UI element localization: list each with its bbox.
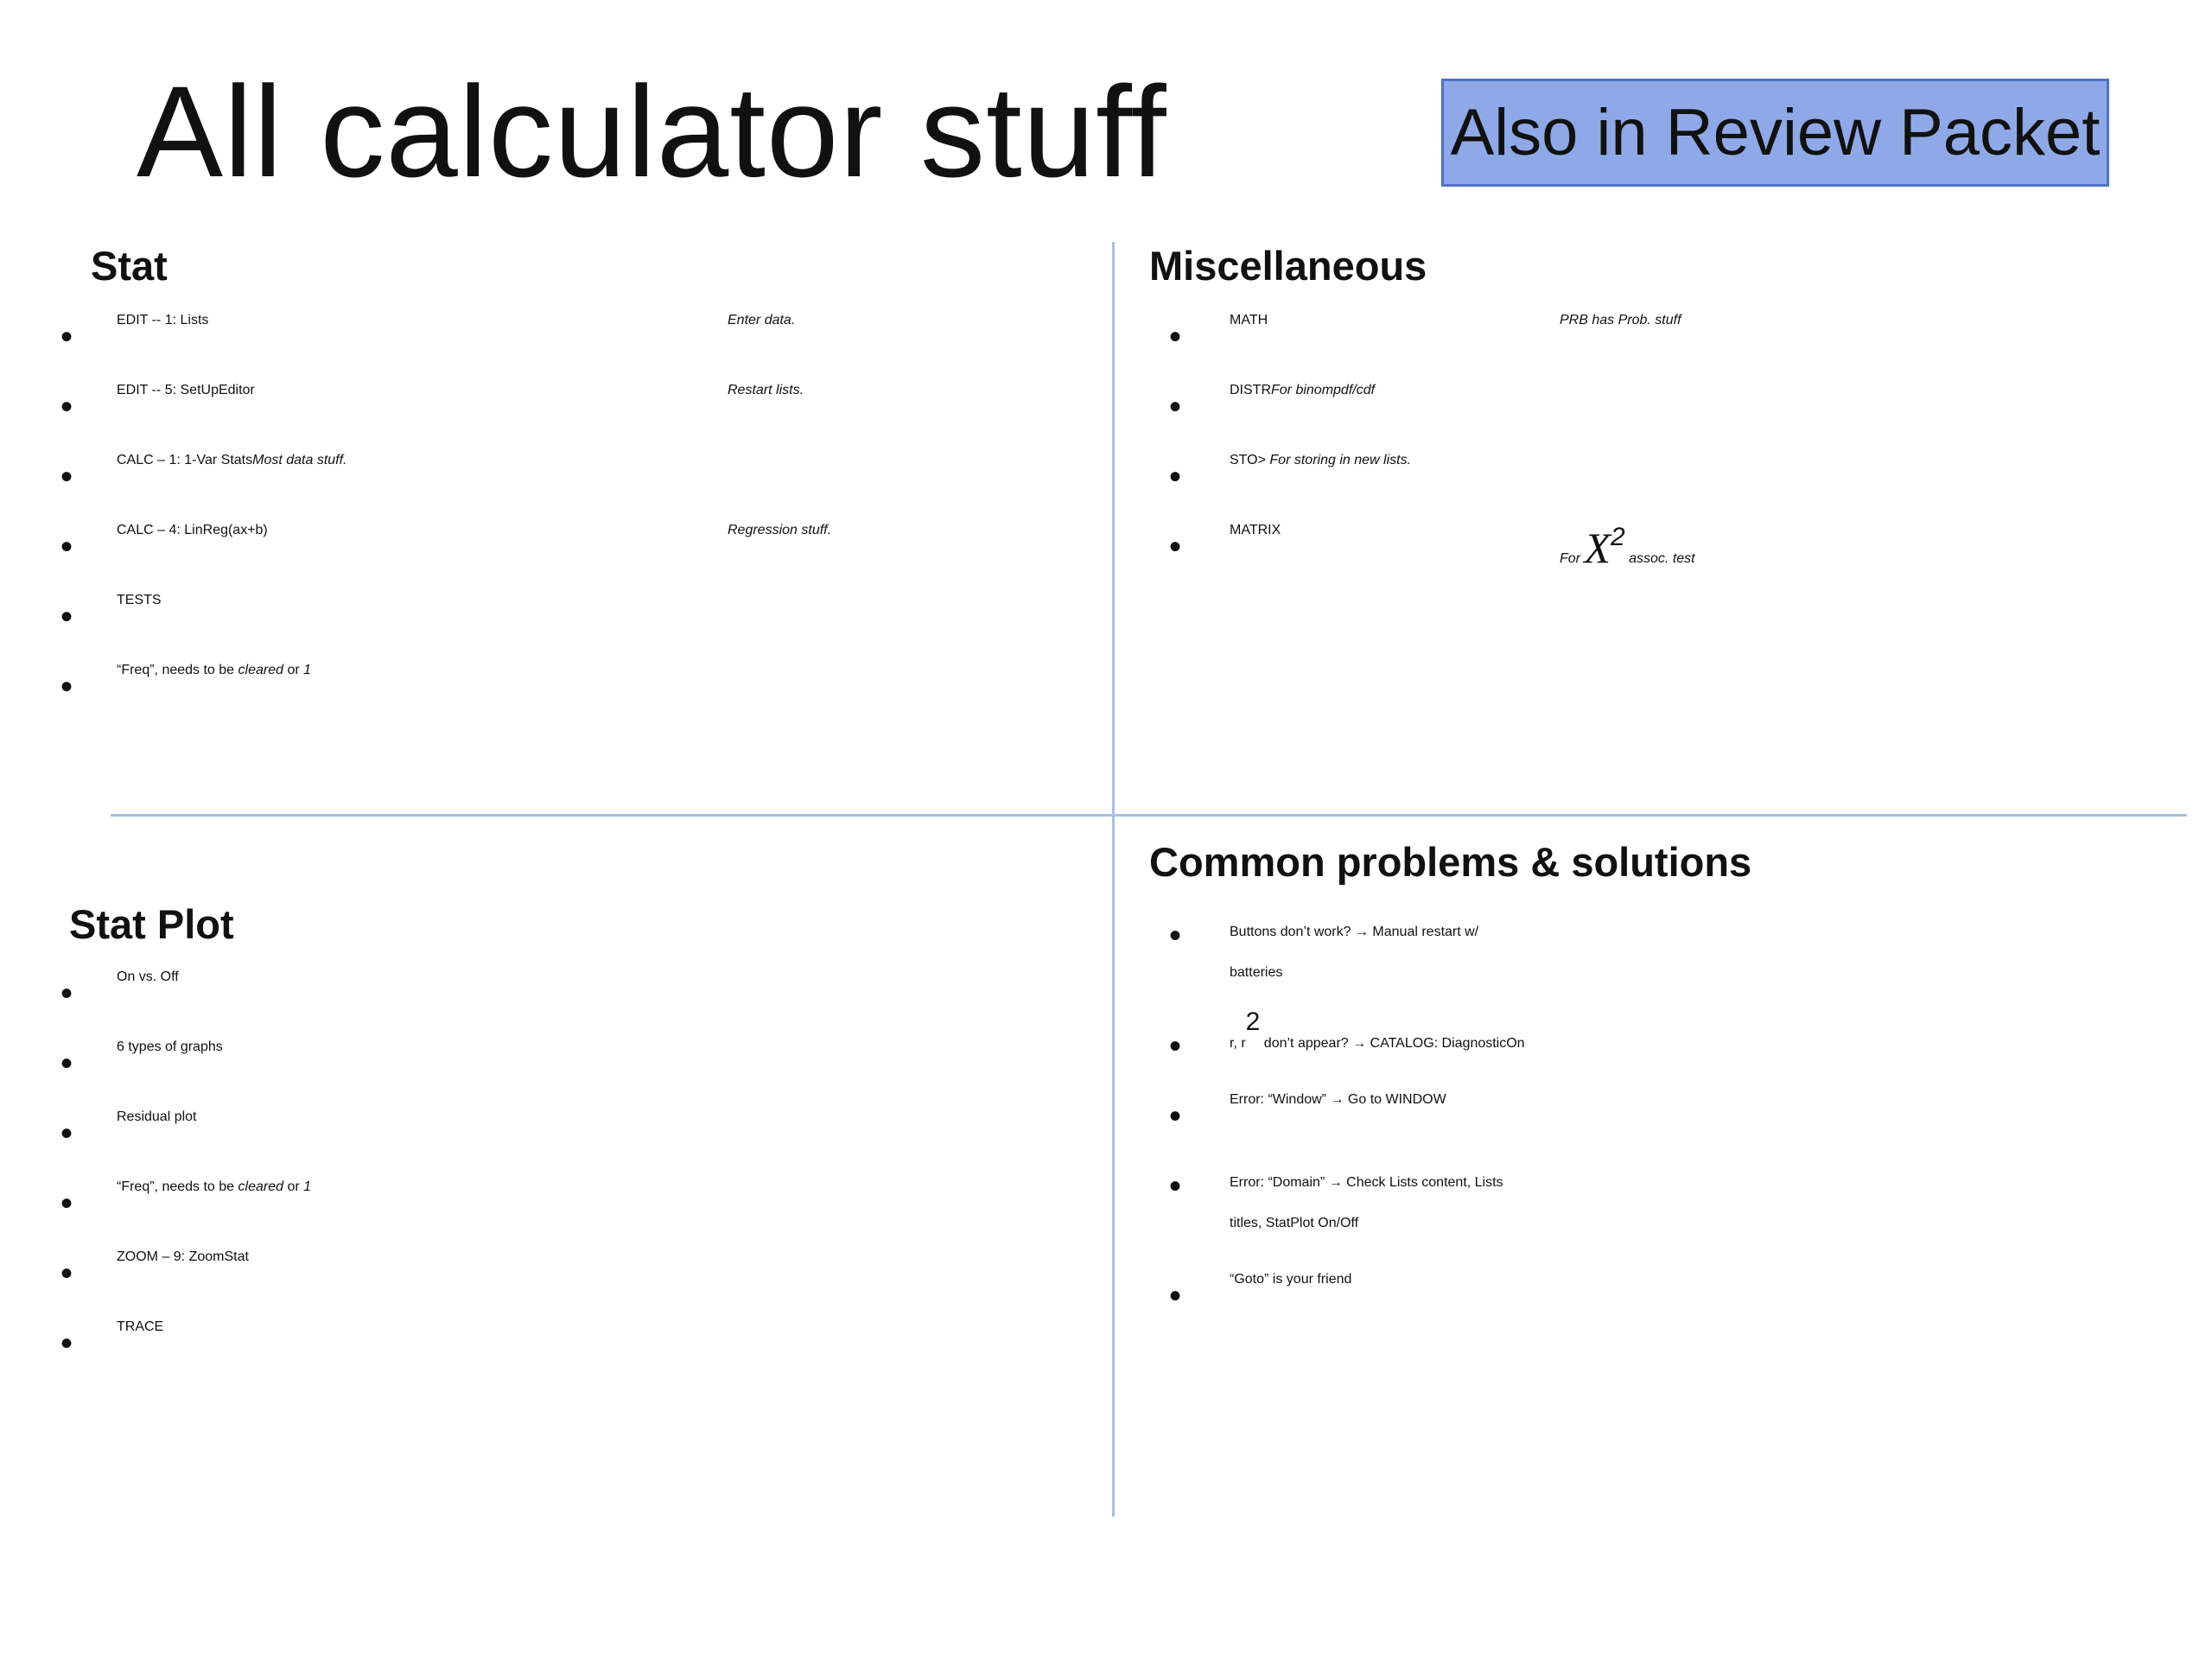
arrow-right-icon: → [1328, 1175, 1343, 1190]
bullet: • [60, 388, 73, 426]
item-text: ZOOM – 9: ZoomStat [117, 1249, 249, 1264]
list-item [60, 1109, 197, 1153]
review-packet-button[interactable]: Also in Review Packet [1441, 79, 2109, 187]
list-item [1169, 1007, 1525, 1065]
item-text: Manual restart w/ [1368, 925, 1479, 939]
list-item [1169, 523, 1281, 566]
item-note: PRB has Prob. stuff [1560, 313, 1681, 327]
bullet: • [60, 1255, 73, 1293]
list-item [60, 523, 268, 566]
item-text: Go to WINDOW [1344, 1092, 1446, 1107]
item-text: Check Lists content, Lists [1342, 1175, 1503, 1190]
list-item [1169, 1092, 1446, 1135]
item-emphasis: 1 [303, 663, 312, 677]
list-item [1169, 383, 1376, 426]
bullet: • [60, 1045, 73, 1083]
item-text: MATH [1230, 313, 1268, 327]
item-text: 6 types of graphs [117, 1039, 223, 1054]
list-item [1169, 1162, 1503, 1243]
list-item [60, 313, 209, 356]
item-text: titles, StatPlot On/Off [1230, 1216, 1359, 1230]
bullet: • [60, 598, 73, 636]
item-emphasis: cleared [238, 663, 283, 677]
item-text: CATALOG: DiagnosticOn [1366, 1036, 1525, 1051]
list-item [60, 663, 312, 706]
list-item [1169, 313, 1268, 356]
superscript: 2 [1245, 1007, 1261, 1036]
chi-symbol: X [1584, 524, 1611, 572]
item-text: TESTS [117, 593, 162, 607]
item-text: or [283, 663, 304, 677]
item-text: don’t appear? [1260, 1036, 1353, 1051]
item-note: Restart lists. [728, 383, 804, 397]
bullet: • [60, 1115, 73, 1153]
item-text: r, r [1230, 1036, 1246, 1051]
item-text: “Goto” is your friend [1230, 1272, 1352, 1287]
item-text: EDIT -- 5: SetUpEditor [117, 383, 255, 397]
list-item [1169, 1272, 1352, 1315]
item-text: “Freq”, needs to be [117, 663, 238, 677]
slide-title: All calculator stuff [137, 59, 1167, 204]
item-text: “Freq”, needs to be [117, 1179, 238, 1194]
bullet: • [60, 668, 73, 706]
bullet: • [60, 1325, 73, 1363]
item-note: Regression stuff. [728, 523, 832, 537]
item-text: EDIT -- 1: Lists [117, 313, 209, 327]
list-item [60, 1179, 312, 1223]
bullet: • [60, 975, 73, 1013]
list-item [60, 453, 347, 496]
item-note [1560, 523, 1695, 573]
statplot-heading: Stat Plot [69, 901, 234, 947]
bullet: • [60, 1185, 73, 1223]
item-emphasis: 1 [303, 1179, 312, 1194]
item-text: MATRIX [1230, 523, 1281, 537]
note-text: For [1560, 551, 1585, 566]
item-text: Residual plot [117, 1109, 197, 1124]
item-note: For storing in new lists. [1269, 453, 1412, 467]
bullet: • [1169, 318, 1182, 356]
item-note: Enter data. [728, 313, 796, 327]
item-note: Most data stuff. [252, 453, 347, 467]
item-text: or [283, 1179, 304, 1194]
note-text: assoc. test [1624, 551, 1695, 566]
item-text: batteries [1230, 965, 1283, 980]
item-text: CALC – 4: LinReg(ax+b) [117, 523, 268, 537]
list-item [60, 383, 255, 426]
bullet: • [60, 458, 73, 496]
list-item [1169, 453, 1412, 496]
arrow-right-icon: → [1354, 925, 1369, 939]
bullet: • [1169, 528, 1182, 566]
bullet: • [1169, 1277, 1182, 1315]
item-text: Error: “Window” [1230, 1092, 1331, 1107]
misc-heading: Miscellaneous [1149, 243, 1427, 289]
list-item [60, 1319, 164, 1363]
list-item [1169, 912, 1479, 993]
stat-heading: Stat [91, 243, 168, 289]
horizontal-divider [111, 814, 2187, 817]
superscript: 2 [1611, 523, 1625, 551]
item-text: TRACE [117, 1319, 164, 1334]
bullet: • [1169, 458, 1182, 496]
item-text: CALC – 1: 1-Var Stats [117, 453, 253, 467]
item-text: STO> [1230, 453, 1266, 467]
item-text: On vs. Off [117, 969, 179, 984]
bullet: • [60, 528, 73, 566]
item-text: DISTR [1230, 383, 1271, 397]
item-text: Buttons don’t work? [1230, 925, 1355, 939]
bullet: • [1169, 388, 1182, 426]
list-item [60, 593, 162, 636]
item-text: Error: “Domain” [1230, 1175, 1329, 1190]
list-item [60, 969, 179, 1013]
bullet: • [60, 318, 73, 356]
bullet: • [1169, 1097, 1182, 1135]
list-item [60, 1249, 249, 1293]
problems-heading: Common problems & solutions [1149, 839, 1752, 885]
list-item [60, 1039, 223, 1083]
item-emphasis: cleared [238, 1179, 283, 1194]
arrow-right-icon: → [1352, 1036, 1367, 1051]
bullet: • [1169, 1027, 1182, 1065]
arrow-right-icon: → [1330, 1092, 1344, 1107]
bullet: • [1169, 917, 1182, 955]
vertical-divider [1112, 242, 1115, 1516]
item-note: For binompdf/cdf [1271, 383, 1376, 397]
bullet: • [1169, 1167, 1182, 1205]
